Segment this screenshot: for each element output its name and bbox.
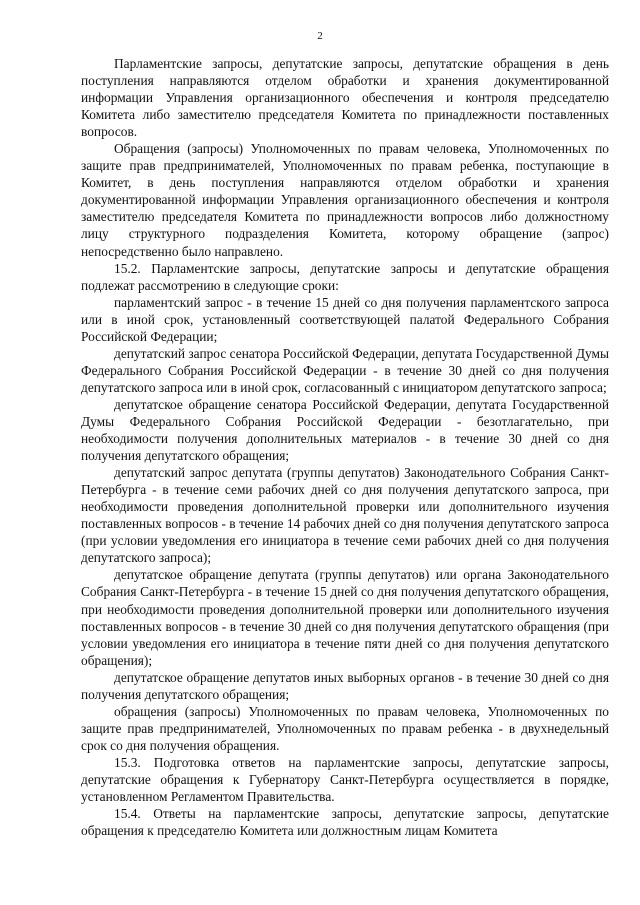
paragraph: 15.3. Подготовка ответов на парламентские запросы, депутатские запросы, депутатские обращения к Губернатору Санкт-Петербурга осуществляется в порядке, установленном Регламентом Правительства.	[81, 754, 609, 805]
paragraph: парламентский запрос - в течение 15 дней со дня получения парламентского запроса или в иной срок, установленный соответствующей палатой Федерального Собрания Российской Федерации;	[81, 294, 609, 344]
paragraph: депутатское обращение сенатора Российской Федерации, депутата Государственной Думы Федерального Собрания Российской Федерации - безотлагательно, при необходимости получения дополнительных материалов - в течение 30 дней со дня получения депутатского обращения;	[81, 396, 609, 464]
paragraph: депутатское обращение депутатов иных выборных органов - в течение 30 дней со дня получения депутатского обращения;	[81, 669, 609, 702]
paragraph: Парламентские запросы, депутатские запросы, депутатские обращения в день поступления направляются отделом обработки и хранения документированной информации Управления организационного обеспечения и контроля председателю Комитета либо заместителю председателя Комитета по принадлежности поставленных вопросов.	[81, 56, 609, 140]
paragraph: депутатский запрос депутата (группы депутатов) Законодательного Собрания Санкт-Петербурга - в течение семи рабочих дней со дня получения депутатского запроса, при необходимости проведения дополнительной проверки или дополнительного изучения поставленных вопросов - в течение 14 рабочих дней со дня получения депутатского запроса (при условии уведомления его инициатора в течение семи рабочих дней со дня получения депутатского запроса);	[81, 465, 609, 566]
paragraph: обращения (запросы) Уполномоченных по правам человека, Уполномоченных по защите прав предпринимателей, Уполномоченных по правам ребенка - в двухнедельный срок со дня получения обращения.	[81, 703, 609, 753]
document-body	[81, 55, 609, 839]
paragraph: 15.4. Ответы на парламентские запросы, депутатские запросы, депутатские обращения к председателю Комитета или должностным лицам Комитета	[81, 806, 609, 839]
paragraph: депутатское обращение депутата (группы депутатов) или органа Законодательного Собрания Санкт-Петербурга - в течение 15 дней со дня получения депутатского обращения, при необходимости проведения дополнительной проверки или дополнительного изучения поставленных вопросов - в течение 30 дней со дня получения депутатского обращения (при условии уведомления его инициатора в течение пяти дней со дня получения депутатского обращения);	[81, 567, 609, 668]
paragraph: Обращения (запросы) Уполномоченных по правам человека, Уполномоченных по защите прав предпринимателей, Уполномоченных по правам ребенка, поступающие в Комитет, в день поступления направляются отделом обработки и хранения документированной информации Управления организационного обеспечения и контроля заместителю председателя Комитета по принадлежности вопросов либо должностному лицу структурного подразделения Комитета, которому обращение (запрос) непосредственно было направлено.	[81, 141, 609, 259]
paragraph: депутатский запрос сенатора Российской Федерации, депутата Государственной Думы Федерального Собрания Российской Федерации - в течение 30 дней со дня получения депутатского запроса или в иной срок, согласованный с инициатором депутатского запроса;	[81, 345, 609, 395]
paragraph: 15.2. Парламентские запросы, депутатские запросы и депутатские обращения подлежат рассмотрению в следующие сроки:	[81, 260, 609, 293]
page-number: 2	[317, 30, 323, 42]
